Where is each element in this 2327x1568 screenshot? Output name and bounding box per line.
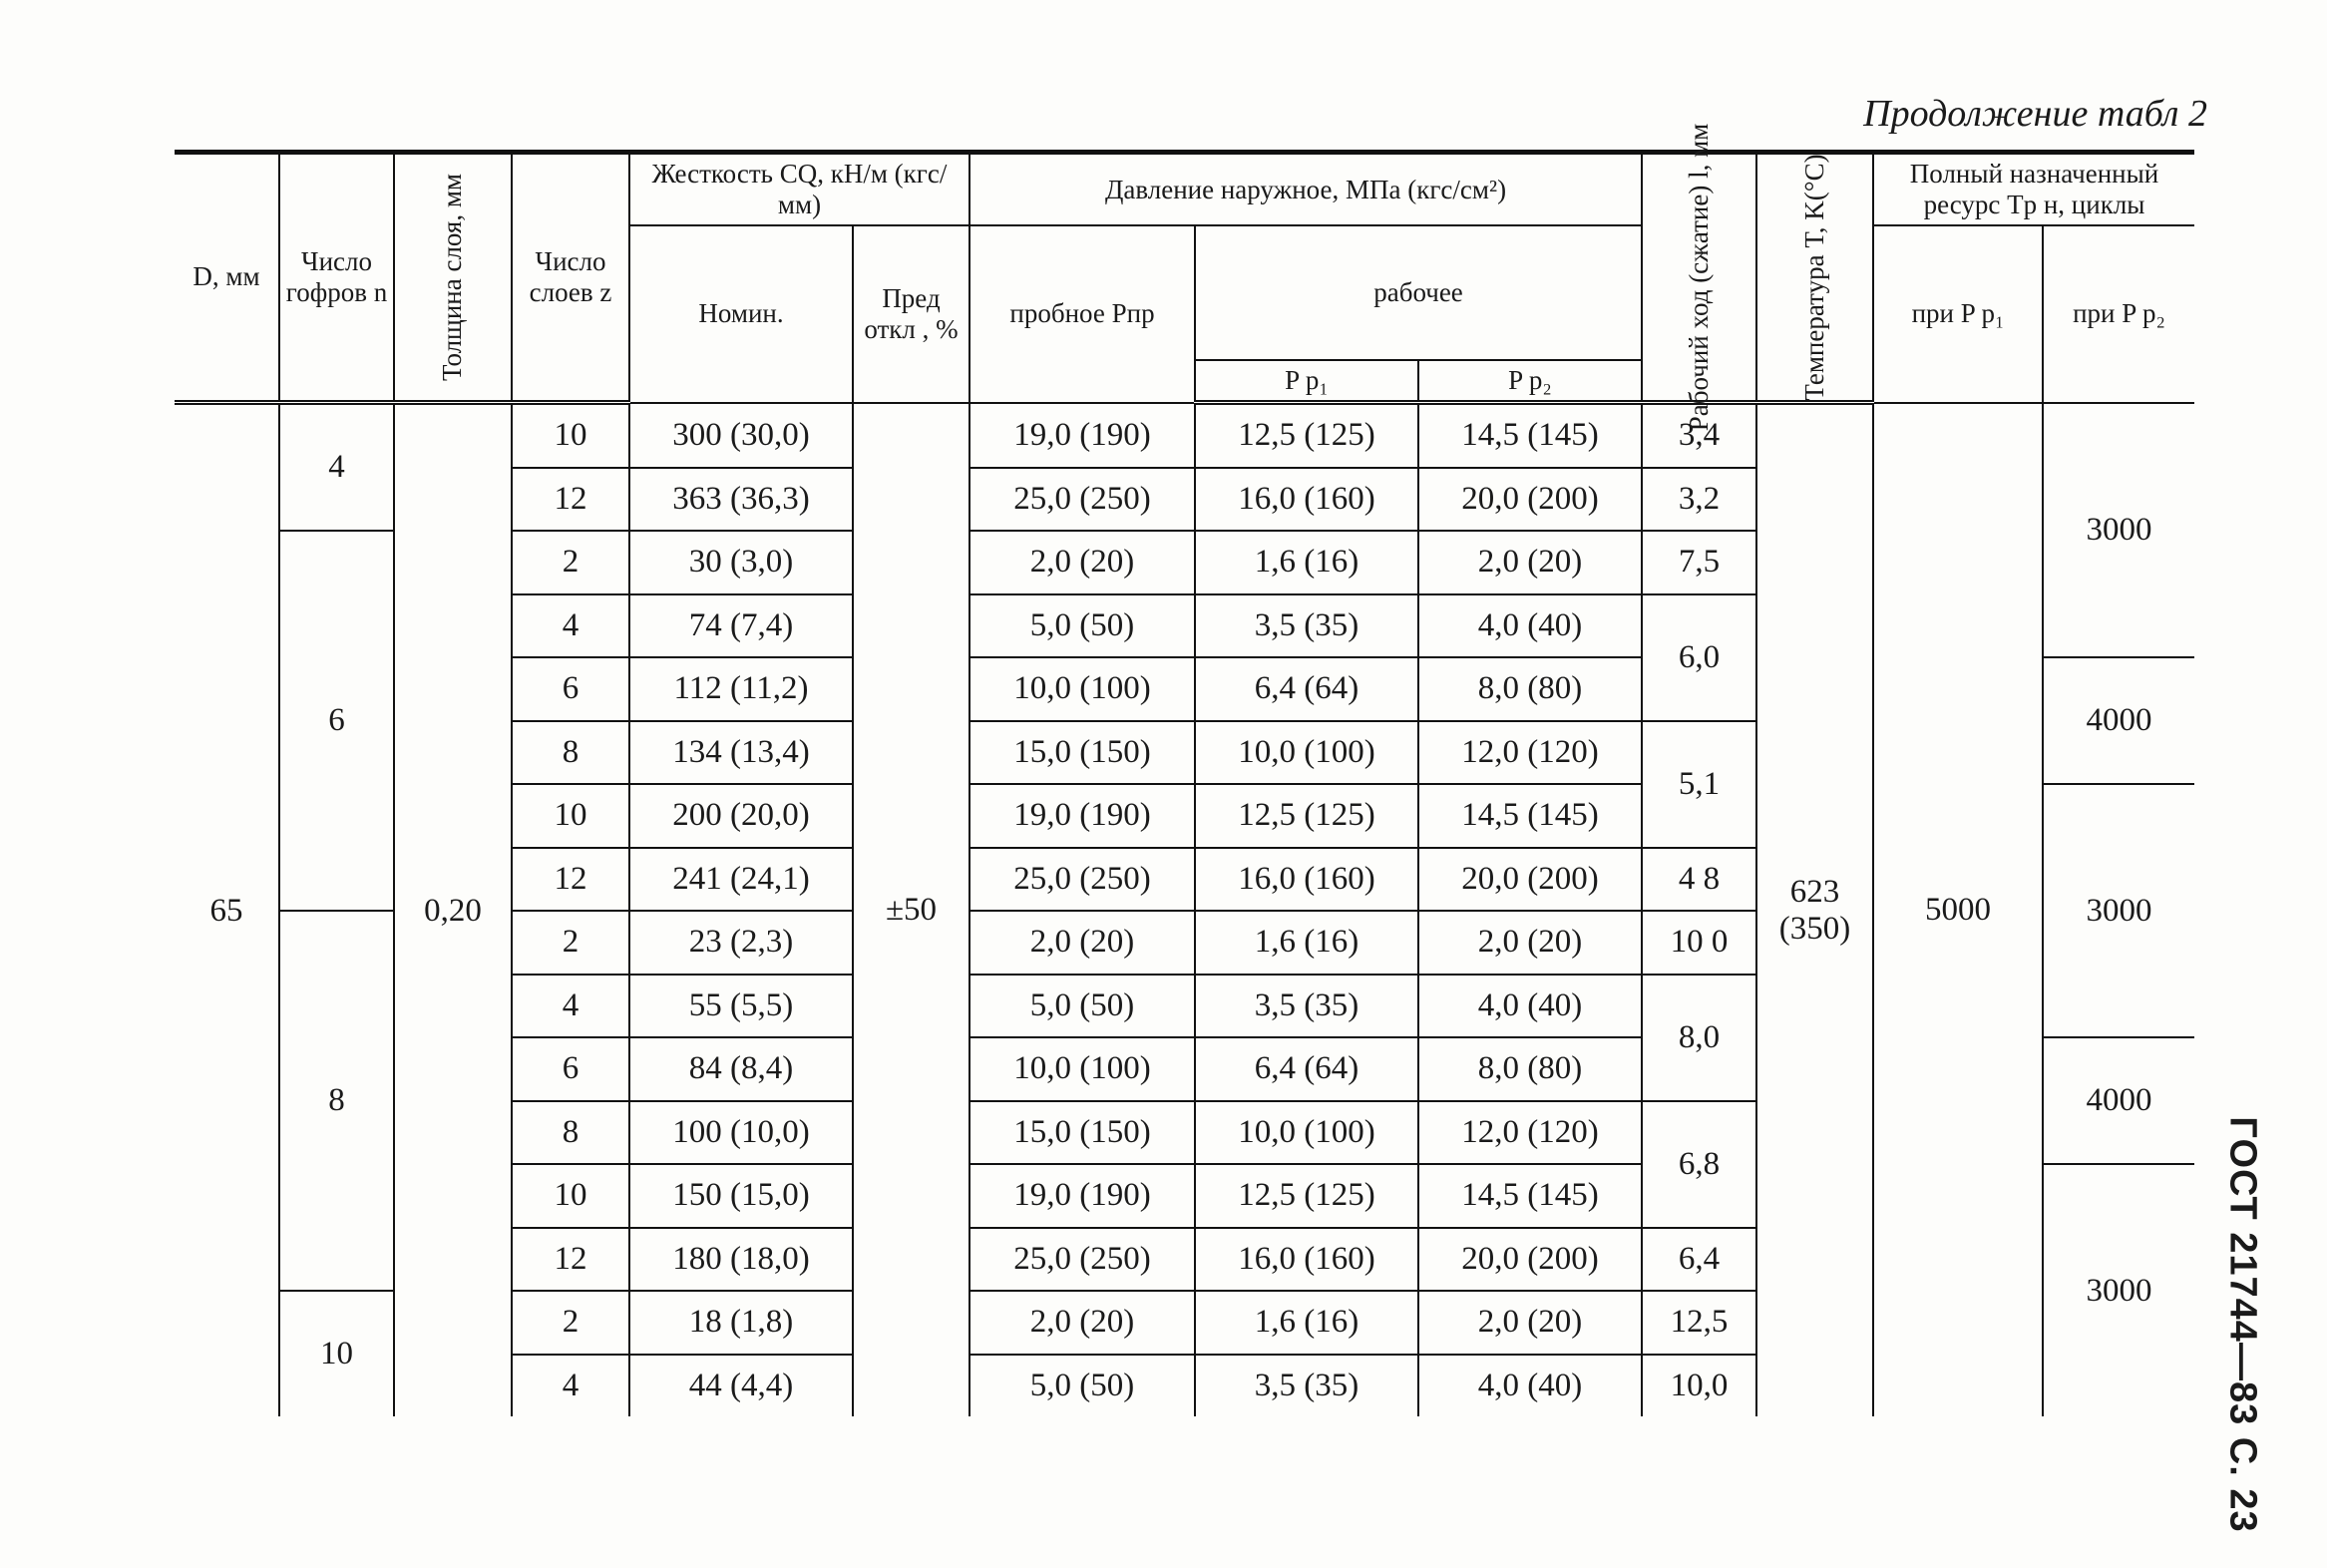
cell-stroke: 10 0: [1642, 911, 1756, 975]
cell-pressure-p1: 1,6 (16): [1195, 531, 1418, 594]
cell-layers: 2: [512, 911, 629, 975]
cell-stroke: 6,8: [1642, 1101, 1756, 1228]
cell-stroke: 3,2: [1642, 468, 1756, 532]
cell-layers: 6: [512, 657, 629, 721]
page-stamp: ГОСТ 21744—83 С. 23: [2221, 1116, 2264, 1533]
cell-pressure-p1: 16,0 (160): [1195, 468, 1418, 532]
cell-pressure-test: 25,0 (250): [970, 848, 1195, 912]
cell-layers: 4: [512, 975, 629, 1038]
cell-stiffness-nominal: 150 (15,0): [629, 1164, 853, 1228]
cell-pressure-p1: 16,0 (160): [1195, 848, 1418, 912]
cell-pressure-p2: 12,0 (120): [1418, 1101, 1642, 1165]
cell-pressure-p1: 6,4 (64): [1195, 1037, 1418, 1101]
header-resource-p1: при P p₁: [1873, 225, 2043, 402]
cell-pressure-p2: 20,0 (200): [1418, 468, 1642, 532]
header-p1: P p₁: [1195, 360, 1418, 403]
header-pressure: Давление наружное, МПа (кгс/см²): [970, 153, 1642, 226]
table-body: [175, 403, 2194, 1417]
cell-pressure-p1: 16,0 (160): [1195, 1228, 1418, 1292]
cell-pressure-p1: 12,5 (125): [1195, 784, 1418, 848]
cell-resource-p2: 3000: [2043, 1164, 2194, 1416]
cell-resource-p1: 5000: [1873, 403, 2043, 1417]
cell-pressure-p1: 3,5 (35): [1195, 975, 1418, 1038]
cell-pressure-test: 5,0 (50): [970, 594, 1195, 658]
cell-thickness: 0,20: [394, 403, 512, 1417]
continuation-caption: Продолжение табл 2: [1863, 93, 2207, 135]
cell-stiffness-nominal: 241 (24,1): [629, 848, 853, 912]
cell-stiffness-nominal: 134 (13,4): [629, 721, 853, 785]
cell-corrugations: 10: [279, 1291, 394, 1416]
cell-pressure-p1: 1,6 (16): [1195, 1291, 1418, 1355]
cell-pressure-p2: 20,0 (200): [1418, 848, 1642, 912]
cell-pressure-p2: 4,0 (40): [1418, 1355, 1642, 1417]
cell-pressure-test: 2,0 (20): [970, 1291, 1195, 1355]
cell-stiffness-nominal: 100 (10,0): [629, 1101, 853, 1165]
cell-layers: 10: [512, 1164, 629, 1228]
cell-corrugations: 8: [279, 911, 394, 1291]
header-resource-p2: при P p₂: [2043, 225, 2194, 402]
header-resource: Полный назначенный ресурс Tр н, циклы: [1873, 153, 2194, 226]
cell-pressure-test: 19,0 (190): [970, 1164, 1195, 1228]
cell-pressure-p2: 8,0 (80): [1418, 657, 1642, 721]
cell-pressure-p1: 6,4 (64): [1195, 657, 1418, 721]
cell-pressure-test: 5,0 (50): [970, 975, 1195, 1038]
cell-pressure-p2: 8,0 (80): [1418, 1037, 1642, 1101]
header-layers: Число слоев z: [512, 153, 629, 403]
cell-stiffness-nominal: 200 (20,0): [629, 784, 853, 848]
cell-stiffness-nominal: 74 (7,4): [629, 594, 853, 658]
cell-pressure-p1: 10,0 (100): [1195, 721, 1418, 785]
cell-pressure-p2: 2,0 (20): [1418, 531, 1642, 594]
cell-pressure-test: 2,0 (20): [970, 911, 1195, 975]
header-temperature: Температура T, K(°C): [1756, 153, 1873, 403]
cell-pressure-test: 10,0 (100): [970, 657, 1195, 721]
cell-pressure-p2: 14,5 (145): [1418, 403, 1642, 468]
cell-stiffness-nominal: 55 (5,5): [629, 975, 853, 1038]
cell-corrugations: 6: [279, 531, 394, 911]
cell-layers: 4: [512, 594, 629, 658]
cell-layers: 4: [512, 1355, 629, 1417]
header-pressure-working: рабочее: [1195, 225, 1642, 360]
cell-layers: 2: [512, 1291, 629, 1355]
header-stiffness-deviation: Пред откл , %: [853, 225, 970, 402]
cell-pressure-p2: 14,5 (145): [1418, 784, 1642, 848]
cell-layers: 12: [512, 848, 629, 912]
cell-pressure-test: 15,0 (150): [970, 1101, 1195, 1165]
cell-pressure-test: 10,0 (100): [970, 1037, 1195, 1101]
cell-stiffness-nominal: 30 (3,0): [629, 531, 853, 594]
cell-stiffness-nominal: 23 (2,3): [629, 911, 853, 975]
cell-layers: 6: [512, 1037, 629, 1101]
header-stiffness: Жесткость CQ, кН/м (кгс/мм): [629, 153, 970, 226]
cell-layers: 12: [512, 468, 629, 532]
header-corrugations: Число гофров n: [279, 153, 394, 403]
cell-pressure-p2: 12,0 (120): [1418, 721, 1642, 785]
cell-pressure-test: 25,0 (250): [970, 1228, 1195, 1292]
cell-stiffness-nominal: 112 (11,2): [629, 657, 853, 721]
cell-stroke: 7,5: [1642, 531, 1756, 594]
cell-layers: 10: [512, 784, 629, 848]
header-thickness: Толщина слоя, мм: [394, 153, 512, 403]
table-row: [175, 403, 2194, 468]
cell-pressure-p1: 3,5 (35): [1195, 1355, 1418, 1417]
cell-stroke: 5,1: [1642, 721, 1756, 848]
cell-pressure-p1: 12,5 (125): [1195, 403, 1418, 468]
cell-stiffness-nominal: 44 (4,4): [629, 1355, 853, 1417]
cell-pressure-test: 19,0 (190): [970, 403, 1195, 468]
cell-pressure-p1: 10,0 (100): [1195, 1101, 1418, 1165]
cell-layers: 12: [512, 1228, 629, 1292]
cell-pressure-p2: 4,0 (40): [1418, 594, 1642, 658]
cell-pressure-p2: 14,5 (145): [1418, 1164, 1642, 1228]
header-stiffness-nominal: Номин.: [629, 225, 853, 402]
cell-stiffness-nominal: 18 (1,8): [629, 1291, 853, 1355]
cell-layers: 10: [512, 403, 629, 468]
cell-pressure-p2: 4,0 (40): [1418, 975, 1642, 1038]
header-pressure-test: пробное Pпр: [970, 225, 1195, 402]
cell-stiffness-nominal: 180 (18,0): [629, 1228, 853, 1292]
cell-stroke: 6,0: [1642, 594, 1756, 721]
cell-pressure-p1: 3,5 (35): [1195, 594, 1418, 658]
cell-stroke: 6,4: [1642, 1228, 1756, 1292]
cell-d: 65: [175, 403, 279, 1417]
cell-resource-p2: 3000: [2043, 403, 2194, 658]
header-stroke: Рабочий ход (сжатие) l, мм: [1642, 153, 1756, 403]
cell-corrugations: 4: [279, 403, 394, 532]
cell-stroke: 4 8: [1642, 848, 1756, 912]
cell-stiffness-nominal: 300 (30,0): [629, 403, 853, 468]
cell-pressure-test: 2,0 (20): [970, 531, 1195, 594]
header-p2: P p₂: [1418, 360, 1642, 403]
cell-stroke: 3,4: [1642, 403, 1756, 468]
cell-stroke: 8,0: [1642, 975, 1756, 1101]
cell-pressure-test: 5,0 (50): [970, 1355, 1195, 1417]
cell-stroke: 10,0: [1642, 1355, 1756, 1417]
cell-pressure-test: 15,0 (150): [970, 721, 1195, 785]
parameters-table: [175, 123, 2194, 1416]
header-d: D, мм: [175, 153, 279, 403]
cell-layers: 2: [512, 531, 629, 594]
cell-layers: 8: [512, 721, 629, 785]
cell-pressure-test: 25,0 (250): [970, 468, 1195, 532]
cell-pressure-p2: 2,0 (20): [1418, 911, 1642, 975]
cell-layers: 8: [512, 1101, 629, 1165]
cell-deviation: ±50: [853, 403, 970, 1417]
cell-pressure-p2: 2,0 (20): [1418, 1291, 1642, 1355]
cell-pressure-test: 19,0 (190): [970, 784, 1195, 848]
cell-resource-p2: 4000: [2043, 1037, 2194, 1164]
cell-stroke: 12,5: [1642, 1291, 1756, 1355]
cell-resource-p2: 4000: [2043, 657, 2194, 784]
cell-stiffness-nominal: 84 (8,4): [629, 1037, 853, 1101]
cell-pressure-p1: 12,5 (125): [1195, 1164, 1418, 1228]
cell-pressure-p1: 1,6 (16): [1195, 911, 1418, 975]
cell-temperature: 623 (350): [1756, 403, 1873, 1417]
table-header: [175, 123, 2194, 432]
cell-resource-p2: 3000: [2043, 784, 2194, 1037]
cell-pressure-p2: 20,0 (200): [1418, 1228, 1642, 1292]
cell-stiffness-nominal: 363 (36,3): [629, 468, 853, 532]
